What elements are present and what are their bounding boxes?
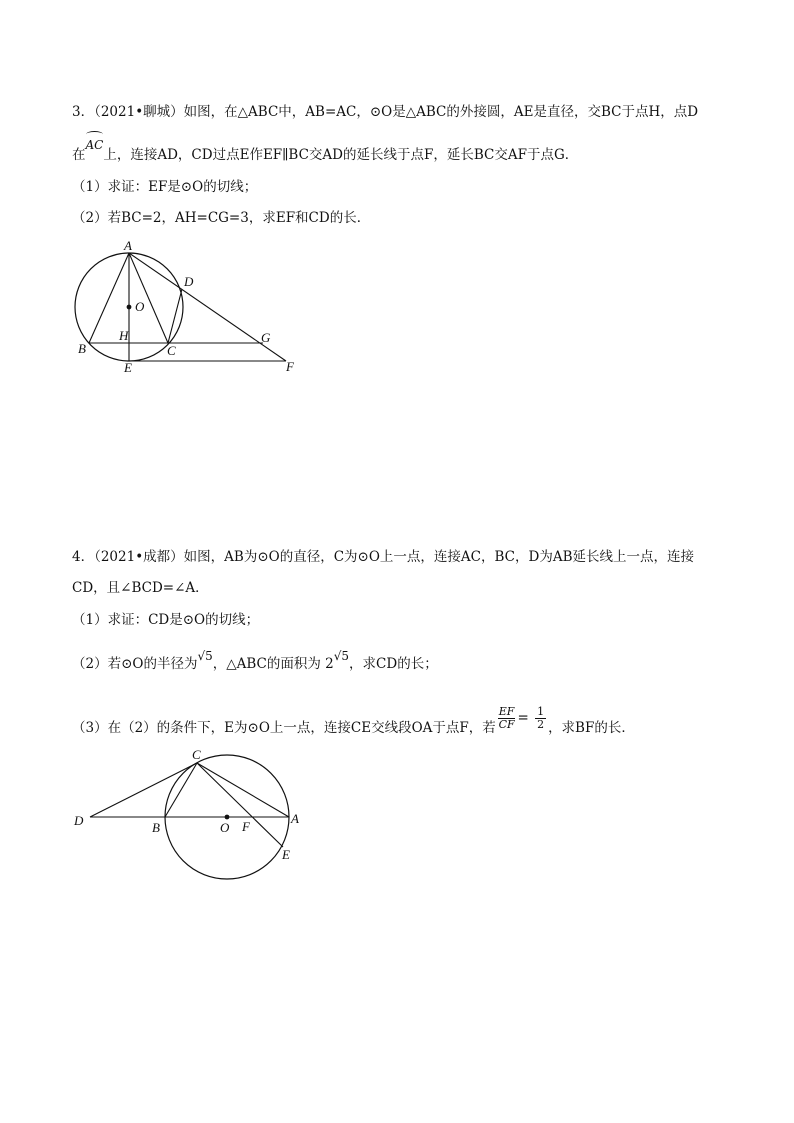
fraction-half (535, 706, 546, 731)
p4-center-dot (225, 815, 230, 820)
p4-q2-part-c: ，求CD的长； (349, 656, 438, 672)
p4-label-D: D (74, 813, 84, 828)
p3-label-B: B (78, 341, 86, 356)
p4-label-E: E (282, 847, 290, 862)
p3-label-A: A (124, 238, 132, 253)
p3-label-C: C (167, 343, 176, 358)
half-den: 2 (537, 718, 545, 731)
p3-label-G: G (261, 330, 271, 345)
p3-question2: （2）若BC=2，AH=CG=3，求EF和CD的长． (72, 210, 371, 226)
p4-q2-part-a: （2）若⊙O的半径为 (72, 656, 198, 672)
half-num: 1 (537, 705, 545, 718)
p4-line1: 4．（2021•成都）如图，AB为⊙O的直径，C为⊙O上一点，连接AC，BC，D为AB延长线上一点，连接 (72, 549, 694, 565)
p4-q3-part-b: ，求BF的长． (548, 720, 635, 736)
p4-label-F: F (242, 819, 250, 834)
p4-label-A: A (291, 811, 299, 826)
p4-question1: （1）求证：CD是⊙O的切线； (72, 612, 260, 628)
p4-line2: CD，且∠BCD=∠A． (72, 580, 209, 596)
p4-label-B: B (152, 820, 160, 835)
p3-line1: 3．（2021•聊城）如图，在△ABC中，AB=AC，⊙O是△ABC的外接圆，AE是直径，交BC于点H，点D (72, 104, 699, 120)
p3-figure (68, 238, 308, 378)
p3-label-E: E (124, 360, 132, 375)
p3-line2-pre: 在 (72, 147, 86, 163)
fraction-num: EF (498, 705, 515, 718)
p4-label-O: O (220, 820, 230, 835)
sqrt5-radius: √5 (197, 649, 213, 663)
arc-icon (86, 131, 104, 138)
p4-question3 (72, 705, 635, 741)
p3-line2-post: 上，连接AD，CD过点E作EF∥BC交AD的延长线于点F，延长BC交AF于点G． (103, 147, 579, 163)
p3-center-dot (127, 305, 132, 310)
p4-q2-part-b: ，△ABC的面积为 2 (212, 656, 334, 672)
p4-figure (70, 745, 310, 890)
p4-q3-part-a: （3）在（2）的条件下，E为⊙O上一点，连接CE交线段OA于点F，若 (72, 720, 496, 736)
p3-label-F: F (286, 359, 294, 374)
p4-question2 (72, 649, 438, 673)
sqrt5-area: √5 (333, 649, 350, 663)
arc-ac-text: AC (85, 138, 104, 152)
p3-label-D: D (184, 274, 194, 289)
arc-ac-label (86, 136, 104, 154)
p3-question1: （1）求证：EF是⊙O的切线； (72, 179, 258, 195)
p4-label-C: C (192, 747, 201, 762)
fraction-den: CF (498, 718, 515, 731)
p3-label-H: H (119, 328, 129, 343)
p3-label-O: O (135, 299, 145, 314)
fraction-ef-cf (498, 706, 516, 731)
p3-line2 (72, 138, 579, 164)
fraction-equals: = (517, 710, 534, 726)
